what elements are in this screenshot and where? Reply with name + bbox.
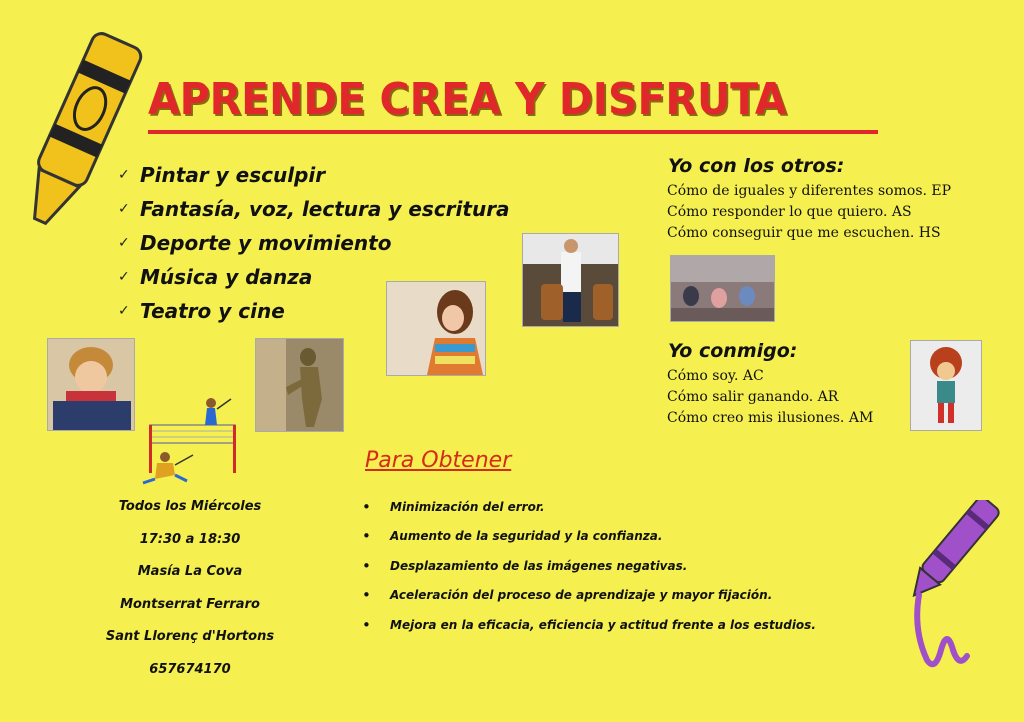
benefits-list <box>362 492 816 640</box>
otros-line: Cómo de iguales y diferentes somos. EP <box>667 183 952 199</box>
list-item <box>362 492 816 522</box>
list-item <box>362 610 816 640</box>
checkmark-icon: ✓ <box>118 303 130 319</box>
conmigo-lines <box>667 366 873 429</box>
para-obtener-heading: Para Obtener <box>365 448 512 473</box>
list-item <box>362 551 816 581</box>
bullet-icon: • <box>362 556 371 575</box>
activity-label: Pintar y esculpir <box>140 163 326 187</box>
photo-group-room <box>670 255 775 322</box>
benefit-text: Mejora en la eficacia, eficiencia y actitud frente a los estudios. <box>390 617 816 632</box>
otros-line: Cómo conseguir que me escuchen. HS <box>667 225 941 241</box>
checkmark-icon: ✓ <box>118 201 130 217</box>
list-item <box>118 158 510 192</box>
benefit-text: Aceleración del proceso de aprendizaje y mayor fijación. <box>390 588 773 603</box>
benefit-text: Aumento de la seguridad y la confianza. <box>390 529 663 544</box>
event-town: Sant Llorenç d'Hortons <box>105 629 275 644</box>
otros-lines <box>667 181 951 244</box>
photo-child-drawing <box>47 338 135 431</box>
benefit-text: Desplazamiento de las imágenes negativas. <box>390 558 688 573</box>
page-title: APRENDE CREA Y DISFRUTA <box>148 74 787 125</box>
event-place: Masía La Cova <box>137 564 243 579</box>
list-item <box>118 192 510 226</box>
list-item <box>362 522 816 552</box>
event-time: 17:30 a 18:30 <box>139 531 241 547</box>
purple-crayon-icon <box>905 500 1005 675</box>
activity-label: Deporte y movimiento <box>140 231 392 255</box>
checkmark-icon: ✓ <box>118 235 130 251</box>
event-phone: 657674170 <box>149 661 231 677</box>
benefit-text: Minimización del error. <box>390 499 545 514</box>
otros-heading: Yo con los otros: <box>668 155 845 177</box>
conmigo-line: Cómo salir ganando. AR <box>667 389 839 405</box>
otros-line: Cómo responder lo que quiero. AS <box>667 204 912 220</box>
photo-girl-writing <box>386 281 486 376</box>
activity-label: Fantasía, voz, lectura y escritura <box>140 197 510 221</box>
bullet-icon: • <box>362 615 371 634</box>
bullet-icon: • <box>362 497 371 516</box>
list-item <box>362 581 816 611</box>
event-person: Montserrat Ferraro <box>120 596 260 612</box>
badminton-clipart-icon <box>135 395 250 490</box>
list-item <box>118 226 510 260</box>
conmigo-line: Cómo creo mis ilusiones. AM <box>667 410 874 426</box>
activity-label: Teatro y cine <box>140 299 285 323</box>
conmigo-line: Cómo soy. AC <box>667 368 764 384</box>
photo-drummers <box>522 233 619 327</box>
event-day: Todos los Miércoles <box>118 499 262 514</box>
checkmark-icon: ✓ <box>118 269 130 285</box>
activity-label: Música y danza <box>140 265 313 289</box>
event-info <box>90 494 290 689</box>
conmigo-heading: Yo conmigo: <box>668 340 798 362</box>
bullet-icon: • <box>362 586 371 605</box>
photo-cartoon-child <box>910 340 982 431</box>
bullet-icon: • <box>362 527 371 546</box>
photo-sculpture <box>255 338 344 432</box>
checkmark-icon: ✓ <box>118 167 130 183</box>
title-underline <box>148 130 878 134</box>
